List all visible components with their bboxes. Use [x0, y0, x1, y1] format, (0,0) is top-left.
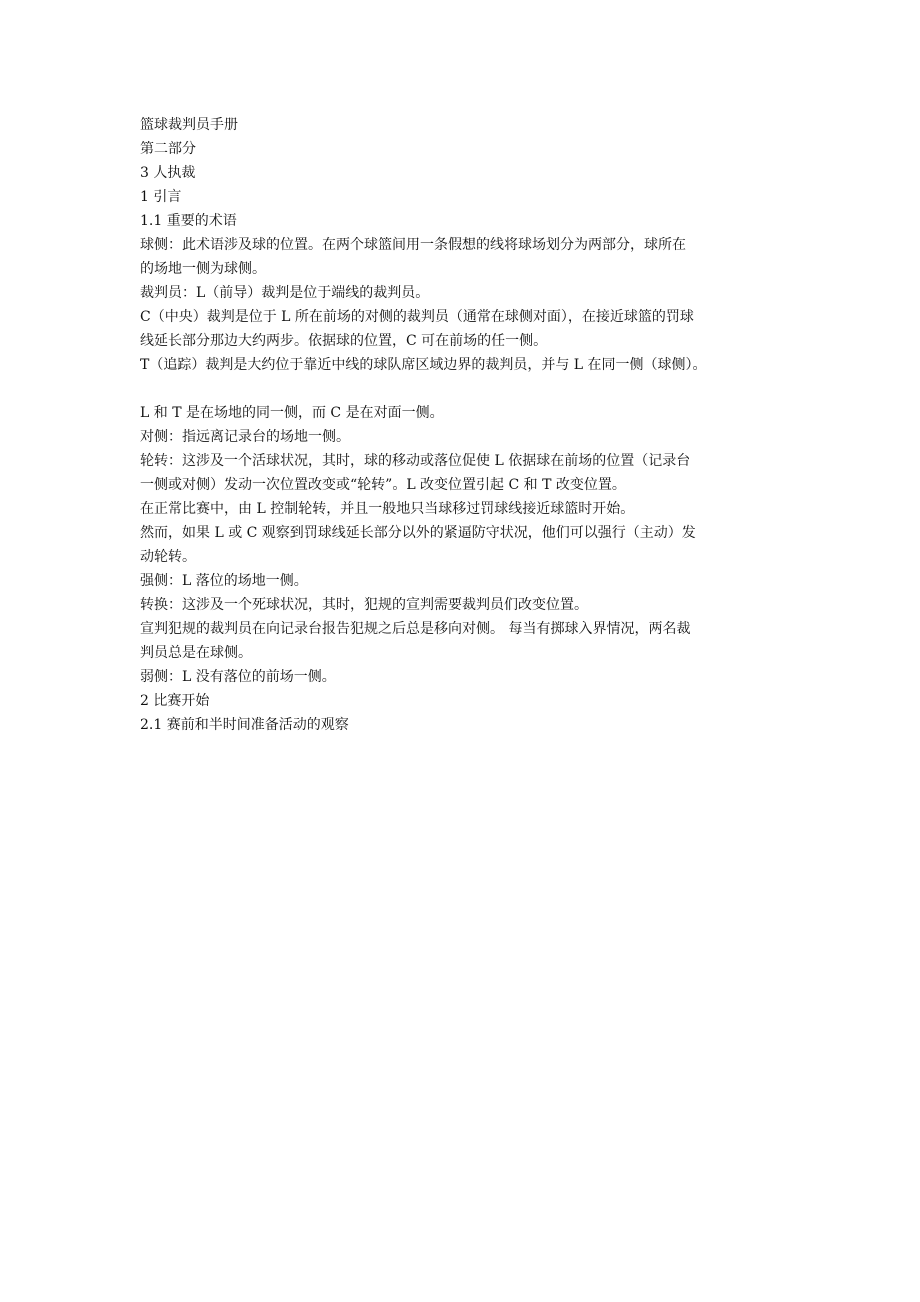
text-line: 判员总是在球侧。: [140, 645, 252, 661]
text-line: 宣判犯规的裁判员在向记录台报告犯规之后总是移向对侧。 每当有掷球入界情况，两名裁: [140, 621, 691, 637]
text-line: 裁判员：L（前导）裁判是位于端线的裁判员。: [140, 285, 430, 301]
text-line: 一侧或对侧）发动一次位置改变或“轮转”。L 改变位置引起 C 和 T 改变位置。: [140, 477, 626, 493]
text-line: 动轮转。: [140, 549, 196, 565]
part-heading: 第二部分: [140, 141, 196, 157]
text-line: 弱侧：L 没有落位的前场一侧。: [140, 669, 336, 685]
text-line: 轮转：这涉及一个活球状况，其时，球的移动或落位促使 L 依据球在前场的位置（记录台: [140, 453, 691, 469]
subsection-heading-terms: 1.1 重要的术语: [140, 213, 237, 229]
section-heading: 3 人执裁: [140, 165, 196, 181]
text-line: C（中央）裁判是位于 L 所在前场的对侧的裁判员（通常在球侧对面），在接近球篮的罚球: [140, 309, 694, 325]
text-line: 在正常比赛中，由 L 控制轮转，并且一般地只当球移过罚球线接近球篮时开始。: [140, 501, 635, 517]
text-line: T（追踪）裁判是大约位于靠近中线的球队席区域边界的裁判员，并与 L 在同一侧（球侧）。: [140, 357, 707, 373]
blank-line: [140, 377, 800, 401]
text-line: 转换：这涉及一个死球状况，其时，犯规的宣判需要裁判员们改变位置。: [140, 597, 588, 613]
text-line: L 和 T 是在场地的同一侧，而 C 是在对面一侧。: [140, 405, 444, 421]
text-line: 然而，如果 L 或 C 观察到罚球线延长部分以外的紧逼防守状况，他们可以强行（主动）发: [140, 525, 696, 541]
document-body: [140, 113, 800, 737]
text-line: 对侧：指远离记录台的场地一侧。: [140, 429, 350, 445]
text-line: 强侧：L 落位的场地一侧。: [140, 573, 308, 589]
chapter-heading-intro: 1 引言: [140, 189, 182, 205]
subsection-heading-warmup: 2.1 赛前和半时间准备活动的观察: [140, 717, 349, 733]
chapter-heading-game-start: 2 比赛开始: [140, 693, 210, 709]
document-title: 篮球裁判员手册: [140, 117, 238, 133]
text-line: 球侧：此术语涉及球的位置。在两个球篮间用一条假想的线将球场划分为两部分，球所在: [140, 237, 686, 253]
text-line: 的场地一侧为球侧。: [140, 261, 266, 277]
text-line: 线延长部分那边大约两步。依据球的位置，C 可在前场的任一侧。: [140, 333, 548, 349]
